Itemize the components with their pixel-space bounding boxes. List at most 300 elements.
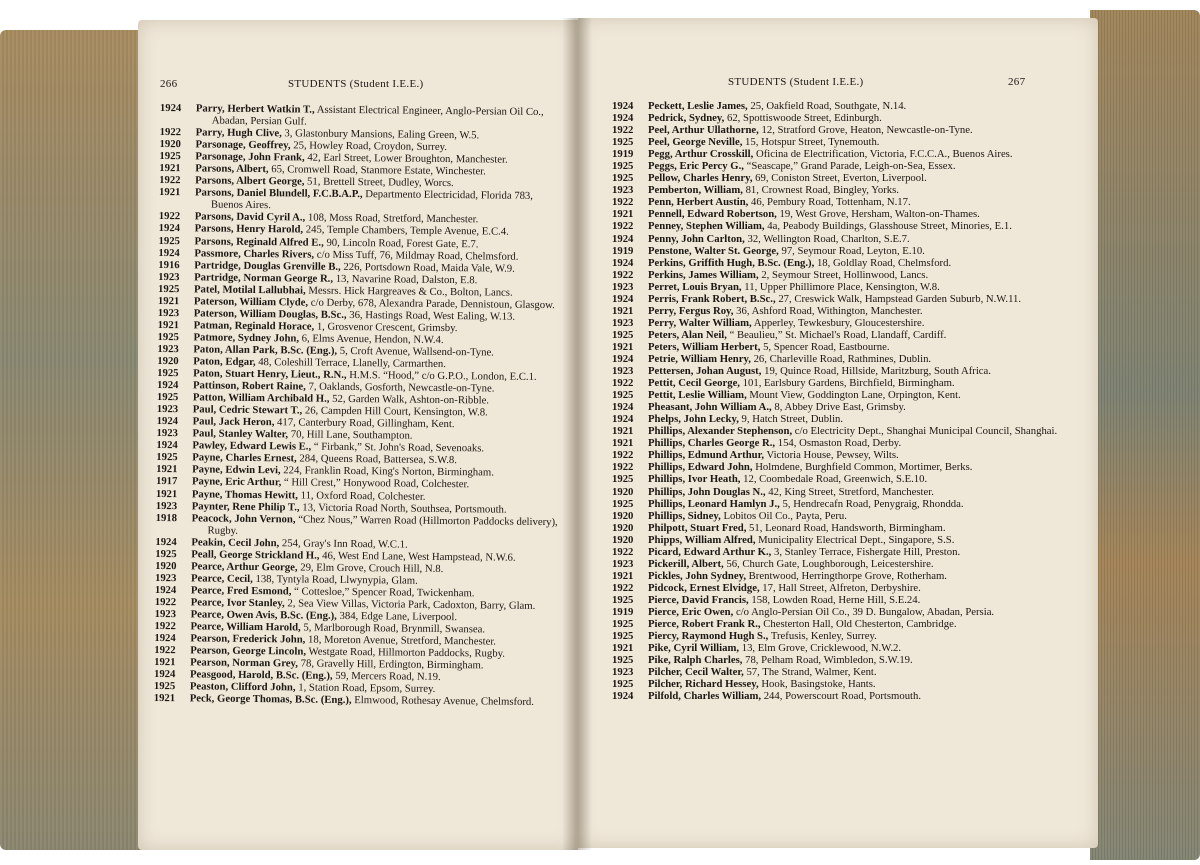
entry-address: 19, West Grove, Hersham, Walton-on-Thames. (776, 208, 980, 221)
entry-text (190, 693, 558, 709)
entry-year: 1918 (155, 511, 178, 524)
entry-address: “Chez Nous,” Warren Road (Hillmorton Paddocks delivery), Rugby. (207, 513, 558, 537)
entry-year: 1921 (612, 340, 634, 353)
entry-text (648, 100, 1064, 112)
entry-address: Westgate Road, Hillmorton Paddocks, Rugby. (305, 645, 506, 660)
entry-address: 48, Coleshill Terrace, Llanelly, Carmarthen. (255, 355, 446, 370)
directory-entry (612, 124, 1064, 136)
entry-name: Pearce, Cecil, (190, 572, 253, 585)
entry-text (648, 522, 1064, 534)
entry-address: 5, Marlborough Road, Brynmill, Swansea. (300, 621, 486, 636)
entry-address: Chesterton Hall, Old Chesterton, Cambridge. (760, 618, 957, 631)
directory-entry (612, 305, 1064, 317)
entry-name: Phillips, Edmund Arthur, (648, 449, 765, 462)
entry-name: Perris, Frank Robert, B.Sc., (648, 292, 776, 305)
entry-name: Perry, Walter William, (648, 316, 752, 329)
directory-entry (612, 437, 1064, 449)
entry-address: c/o Derby, 678, Alexandra Parade, Dennistoun, Glasgow. (308, 296, 555, 311)
entry-text (648, 233, 1064, 245)
entry-text (648, 257, 1064, 269)
entry-name: Pettit, Leslie William, (648, 389, 747, 402)
entry-name: Phelps, John Lecky, (648, 413, 739, 426)
entry-year: 1923 (612, 280, 634, 293)
directory-entry (612, 341, 1064, 353)
entry-text (648, 425, 1064, 437)
entry-name: Pattinson, Robert Raine, (192, 379, 306, 393)
entry-year: 1925 (156, 391, 179, 404)
entry-year: 1925 (158, 234, 180, 247)
directory-entry (612, 690, 1064, 702)
entry-name: Peaston, Clifford John, (189, 680, 296, 694)
entry-address: 51, Leonard Road, Handsworth, Birmingham. (746, 521, 946, 534)
entry-address: Elmwood, Rothesay Avenue, Chelmsford. (351, 694, 535, 709)
entry-name: Phillips, Alexander Stephenson, (648, 425, 793, 438)
entry-name: Phillips, Edward John, (648, 461, 753, 474)
entry-address: 29, Elm Grove, Crouch Hill, N.8. (297, 561, 444, 575)
entry-name: Patman, Reginald Horace, (193, 319, 315, 333)
directory-entry (612, 112, 1064, 124)
entry-year: 1920 (157, 354, 179, 368)
directory-entry (612, 413, 1064, 425)
entry-address: 384, Edge Lane, Liverpool. (336, 609, 458, 624)
entry-text (648, 486, 1064, 498)
entry-address: 224, Franklin Road, King's Norton, Birmingham. (280, 464, 494, 479)
entry-address: Messrs. Hick Hargreaves & Co., Bolton, Lancs. (305, 284, 513, 299)
entry-year: 1924 (612, 413, 634, 426)
entry-name: Peckett, Leslie James, (648, 100, 748, 112)
entry-name: Parsons, David Cyril A., (194, 210, 306, 224)
entry-text (648, 136, 1064, 148)
entry-address: 158, Lowden Road, Herne Hill, S.E.24. (748, 593, 921, 606)
entry-year: 1925 (612, 630, 634, 643)
entry-name: Phipps, William Alfred, (648, 533, 756, 546)
page-number: 267 (1008, 76, 1026, 88)
entry-year: 1925 (612, 618, 634, 631)
entry-year: 1924 (612, 232, 634, 245)
directory-entry (612, 148, 1064, 160)
entry-name: Pawley, Edward Lewis E., (192, 439, 312, 453)
entry-address: 7, Oaklands, Gosforth, Newcastle-on-Tyne. (305, 380, 495, 395)
entry-address: 18, Moreton Avenue, Stretford, Manchester. (305, 633, 497, 648)
entry-text (648, 461, 1064, 473)
directory-entry (612, 678, 1064, 690)
running-header: STUDENTS (Student I.E.E.) (728, 76, 864, 88)
entry-address: 59, Mercers Road, N.19. (332, 670, 441, 684)
entry-address: Departmento Electricidad, Florida 783, Buenos Aires. (210, 188, 534, 212)
entry-name: Parry, Herbert Watkin T., (195, 102, 315, 116)
entry-year: 1925 (157, 282, 180, 295)
entry-address: Oficina de Electrification, Victoria, F.C.C.A., Buenos Aires. (753, 148, 1013, 161)
directory-entry (612, 269, 1064, 281)
entry-address: “Seascape,” Grand Parade, Leigh-on-Sea, Essex. (743, 160, 956, 173)
directory-entry (612, 233, 1064, 245)
entry-text (648, 606, 1064, 618)
entry-address: Apperley, Tewkesbury, Gloucestershire. (751, 316, 925, 329)
entry-text (648, 534, 1064, 546)
entry-year: 1919 (612, 148, 634, 161)
entry-text (648, 473, 1064, 485)
directory-entry (612, 473, 1064, 485)
entry-name: Pearson, George Lincoln, (190, 644, 307, 658)
entry-year: 1923 (156, 403, 179, 416)
page-edges-left (0, 30, 150, 850)
directory-entry (612, 281, 1064, 293)
entry-text (648, 269, 1064, 281)
entry-name: Peters, Alan Neil, (648, 328, 727, 341)
entry-address: Municipality Electrical Dept., Singapore, S.S. (755, 533, 955, 546)
entry-text (648, 582, 1064, 594)
entry-address: 62, Spottiswoode Street, Edinburgh. (724, 112, 882, 125)
directory-entry (612, 245, 1064, 257)
entry-name: Picard, Edward Arthur K., (648, 545, 772, 558)
entry-address: 284, Queens Road, Battersea, S.W.8. (296, 452, 458, 467)
entry-name: Pemberton, William, (648, 184, 743, 197)
directory-entry (612, 510, 1064, 522)
entry-address: c/o Electricity Dept., Shanghai Municipal Council, Shanghai. (792, 425, 1058, 438)
entry-address: 138, Tyntyla Road, Llwynypia, Glam. (252, 572, 418, 587)
right-page (578, 18, 1098, 848)
entry-text (648, 329, 1064, 341)
entry-address: 25, Howley Road, Croydon, Surrey. (290, 139, 448, 154)
entry-year: 1921 (612, 437, 634, 450)
entry-address: 13, Navarine Road, Dalston, E.8. (333, 272, 478, 286)
entry-year: 1921 (612, 208, 634, 221)
entry-year: 1923 (612, 557, 634, 570)
entry-name: Pearce, William Harold, (190, 620, 301, 634)
entry-name: Payne, Thomas Hewitt, (191, 487, 299, 501)
entry-year: 1924 (612, 256, 634, 269)
entry-year: 1924 (153, 668, 176, 681)
entry-year: 1925 (612, 497, 634, 510)
directory-entry (612, 425, 1064, 437)
entry-name: Patmore, Sydney John, (193, 331, 300, 345)
entry-name: Paton, Edgar, (193, 355, 256, 368)
entry-name: Peters, William Herbert, (648, 340, 761, 353)
entry-name: Pilcher, Cecil Walter, (648, 666, 744, 679)
entry-year: 1924 (156, 439, 178, 452)
directory-entry (612, 594, 1064, 606)
entry-name: Pilfold, Charles William, (648, 690, 762, 703)
entry-year: 1921 (158, 186, 181, 199)
entry-name: Perkins, James William, (648, 268, 759, 281)
entry-text (648, 377, 1064, 389)
entry-name: Phillips, Charles George R., (648, 437, 776, 450)
entry-year: 1921 (612, 425, 634, 438)
entry-address: 46, Pembury Road, Tottenham, N.17. (748, 196, 911, 209)
entry-address: 56, Church Gate, Loughborough, Leicestershire. (723, 557, 934, 570)
entry-address: 26, Charleville Road, Rathmines, Dublin. (750, 352, 932, 365)
entry-name: Peacock, John Vernon, (191, 511, 296, 526)
directory-entry (612, 196, 1064, 208)
entry-year: 1925 (612, 678, 634, 691)
entry-name: Pearson, Frederick John, (190, 632, 306, 646)
entry-name: Parsons, Reginald Alfred E., (194, 234, 324, 249)
entry-text (648, 365, 1064, 377)
entry-year: 1923 (612, 316, 634, 329)
directory-entry (612, 172, 1064, 184)
directory-entry (612, 377, 1064, 389)
entry-name: Pearce, Ivor Stanley, (190, 596, 285, 610)
entry-address: 90, Lincoln Road, Forest Gate, E.7. (323, 236, 479, 250)
directory-entry (612, 534, 1064, 546)
entry-year: 1923 (156, 427, 178, 440)
entry-address: “ Firbank,” St. John's Road, Sevenoaks. (311, 440, 485, 455)
entry-year: 1921 (612, 569, 634, 582)
entry-name: Paton, Allan Park, B.Sc. (Eng.), (193, 343, 338, 357)
entry-name: Pettit, Cecil George, (648, 377, 740, 390)
entry-address: 12, Coombedale Road, Greenwich, S.E.10. (740, 473, 928, 486)
entry-address: 70, Hill Lane, Southampton. (288, 428, 413, 442)
entry-address: “ Hill Crest,” Honywood Road, Colchester. (281, 476, 470, 491)
entry-year: 1924 (155, 535, 177, 548)
entry-address: 9, Hatch Street, Dublin. (738, 413, 844, 426)
entry-year: 1917 (155, 475, 178, 488)
directory-entry (612, 546, 1064, 558)
entry-year: 1920 (159, 138, 181, 151)
entry-year: 1921 (156, 463, 178, 476)
entry-address: 4a, Peabody Buildings, Glasshouse Street, Minories, E.1. (764, 220, 1012, 233)
page-number: 266 (160, 78, 178, 90)
directory-entry (612, 365, 1064, 377)
entry-address: 254, Gray's Inn Road, W.C.1. (279, 536, 408, 551)
entry-name: Pearson, Norman Grey, (190, 656, 299, 670)
entry-name: Parsons, Albert George, (195, 174, 305, 188)
entry-name: Perret, Louis Bryan, (648, 280, 742, 293)
entry-text (648, 401, 1064, 413)
entry-year: 1924 (156, 415, 179, 428)
entry-name: Parsons, Daniel Blundell, F.C.B.A.P., (194, 186, 363, 201)
entry-address: 46, West End Lane, West Hampstead, N.W.6. (319, 549, 516, 564)
directory-entry (612, 642, 1064, 654)
entry-name: Parsonage, John Frank, (195, 150, 305, 164)
entry-name: Paynter, Rene Philip T., (191, 499, 300, 514)
entry-year: 1922 (612, 545, 634, 558)
entry-address: 1, Grosvenor Crescent, Grimsby. (314, 320, 458, 334)
entry-year: 1925 (612, 473, 634, 486)
entry-year: 1923 (154, 571, 177, 585)
entry-address: H.M.S. “Hood,” c/o G.P.O., London, E.C.1. (346, 369, 537, 383)
entry-address: 51, Brettell Street, Dudley, Worcs. (304, 175, 454, 190)
entry-name: Pearce, Owen Avis, B.Sc. (Eng.), (190, 608, 337, 622)
entry-text (648, 305, 1064, 317)
directory-entry (612, 208, 1064, 220)
entry-text (648, 389, 1064, 401)
entry-text (648, 220, 1064, 232)
entry-address: Brentwood, Herringthorpe Grove, Rotherham. (746, 569, 947, 582)
entry-year: 1922 (612, 377, 634, 390)
entry-text (648, 449, 1064, 461)
entry-name: Pegg, Arthur Crosskill, (648, 148, 754, 161)
entry-name: Payne, Eric Arthur, (191, 475, 282, 489)
entry-address: 32, Wellington Road, Charlton, S.E.7. (744, 232, 910, 245)
entry-address: 13, Elm Grove, Cricklewood, N.W.2. (739, 642, 902, 655)
entry-name: Parsons, Henry Harold, (194, 222, 304, 236)
entry-address: Assistant Electrical Engineer, Anglo-Persian Oil Co., Abadan, Persian Gulf. (211, 103, 544, 128)
entry-list (154, 102, 564, 709)
entry-name: Partridge, Norman George R., (194, 271, 334, 285)
entry-year: 1923 (612, 184, 634, 197)
entry-address: 5, Croft Avenue, Wallsend-on-Tyne. (337, 344, 494, 359)
entry-address: 154, Osmaston Road, Derby. (775, 437, 902, 450)
entry-name: Pidcock, Ernest Elvidge, (648, 581, 760, 594)
entry-list (612, 100, 1064, 702)
entry-address: 417, Canterbury Road, Gillingham, Kent. (274, 416, 455, 431)
entry-name: Penn, Herbert Austin, (648, 196, 749, 209)
entry-address: 3, Glastonbury Mansions, Ealing Green, W.5. (281, 127, 480, 142)
entry-text (648, 172, 1064, 184)
entry-year: 1922 (154, 619, 176, 633)
entry-year: 1920 (612, 533, 634, 546)
entry-address: 5, Spencer Road, Eastbourne. (760, 340, 890, 353)
entry-name: Payne, Charles Ernest, (192, 451, 297, 465)
entry-text (648, 437, 1064, 449)
entry-year: 1924 (158, 246, 180, 259)
entry-name: Phillips, John Douglas N., (648, 485, 766, 498)
entry-name: Parsons, Albert, (195, 162, 269, 176)
entry-name: Pearce, Arthur George, (191, 560, 298, 574)
entry-address: 25, Oakfield Road, Southgate, N.14. (747, 100, 907, 112)
entry-address: “ Beaulieu,” St. Michael's Road, Llandaff, Cardiff. (726, 328, 947, 341)
entry-year: 1922 (158, 210, 181, 223)
entry-address: 244, Powerscourt Road, Portsmouth. (761, 690, 922, 703)
entry-year: 1925 (612, 593, 634, 606)
entry-address: 57, The Strand, Walmer, Kent. (743, 666, 877, 679)
entry-name: Pedrick, Sydney, (648, 112, 725, 125)
entry-name: Piercy, Raymond Hugh S., (648, 630, 769, 643)
entry-address: 18, Goldlay Road, Chelmsford. (814, 256, 952, 269)
entry-text (648, 317, 1064, 329)
entry-year: 1922 (612, 220, 634, 233)
entry-name: Petrie, William Henry, (648, 352, 751, 365)
directory-entry (612, 257, 1064, 269)
entry-year: 1921 (155, 487, 178, 500)
directory-entry (612, 449, 1064, 461)
entry-address: 27, Creswick Walk, Hampstead Garden Suburb, N.W.11. (775, 292, 1022, 305)
entry-name: Parsonage, Geoffrey, (195, 138, 291, 152)
directory-entry (612, 558, 1064, 570)
entry-name: Peakin, Cecil John, (191, 536, 280, 549)
left-page (138, 20, 578, 850)
entry-name: Penny, John Carlton, (648, 232, 745, 245)
entry-year: 1925 (612, 172, 634, 185)
directory-entry (612, 329, 1064, 341)
entry-address: 65, Cromwell Road, Stanmore Estate, Winchester. (268, 163, 486, 178)
directory-entry (612, 498, 1064, 510)
directory-entry (612, 293, 1064, 305)
entry-text (648, 281, 1064, 293)
entry-address: 19, Quince Road, Hillside, Maritzburg, South Africa. (761, 365, 991, 378)
directory-entry (612, 618, 1064, 630)
directory-entry (612, 630, 1064, 642)
entry-year: 1924 (612, 401, 634, 414)
entry-year: 1923 (158, 270, 180, 283)
entry-name: Peasgood, Harold, B.Sc. (Eng.), (189, 668, 333, 683)
entry-year: 1923 (155, 499, 178, 512)
directory-entry (612, 570, 1064, 582)
entry-year: 1922 (612, 268, 634, 281)
entry-text (648, 546, 1064, 558)
entry-year: 1920 (612, 509, 634, 522)
entry-address: 36, Hastings Road, West Ealing, W.13. (346, 308, 516, 323)
entry-name: Paterson, William Clyde, (193, 295, 309, 309)
entry-name: Phillips, Ivor Heath, (648, 473, 741, 486)
entry-year: 1922 (612, 449, 634, 462)
book-gutter (562, 18, 592, 850)
entry-name: Paul, Cedric Stewart T., (192, 403, 303, 417)
entry-name: Phillips, Sidney, (648, 509, 721, 522)
entry-address: c/o Anglo-Persian Oil Co., 39 D. Bungalow, Abadan, Persia. (733, 605, 995, 618)
entry-address: Victoria House, Pewsey, Wilts. (764, 449, 899, 462)
entry-year: 1923 (154, 607, 177, 621)
entry-text (648, 558, 1064, 570)
entry-address: 226, Portsdown Road, Maida Vale, W.9. (340, 260, 515, 275)
directory-entry (612, 582, 1064, 594)
entry-name: Passmore, Charles Rivers, (194, 246, 315, 261)
entry-year: 1921 (159, 162, 181, 175)
entry-year: 1925 (612, 328, 634, 341)
entry-name: Penney, Stephen William, (648, 220, 765, 233)
entry-text (648, 353, 1064, 365)
directory-entry (612, 160, 1064, 172)
entry-address: “ Cottesloe,” Spencer Road, Twickenham. (291, 585, 475, 600)
entry-year: 1925 (155, 547, 177, 560)
entry-year: 1925 (612, 654, 634, 667)
entry-year: 1924 (156, 379, 179, 392)
entry-year: 1923 (157, 306, 180, 320)
entry-text (648, 498, 1064, 510)
entry-year: 1925 (612, 160, 634, 173)
entry-name: Partridge, Douglas Grenville B., (194, 258, 341, 273)
entry-name: Pellow, Charles Henry, (648, 172, 753, 185)
entry-address: 101, Earlsbury Gardens, Birchfield, Birmingham. (739, 377, 955, 390)
entry-year: 1920 (612, 521, 634, 534)
entry-text (648, 510, 1064, 522)
entry-address: 17, Hall Street, Alfreton, Derbyshire. (759, 581, 921, 594)
directory-entry (612, 461, 1064, 473)
entry-address: 52, Garden Walk, Ashton-on-Ribble. (329, 392, 490, 407)
entry-text (648, 124, 1064, 136)
entry-address: 42, Earl Street, Lower Broughton, Manchester. (304, 151, 508, 166)
directory-entry (612, 317, 1064, 329)
entry-year: 1921 (157, 318, 180, 332)
entry-address: 2, Sea View Villas, Victoria Park, Cadoxton, Barry, Glam. (284, 597, 536, 612)
running-header: STUDENTS (Student I.E.E.) (288, 78, 424, 90)
entry-year: 1924 (612, 352, 634, 365)
entry-name: Pierce, Eric Owen, (648, 605, 734, 618)
entry-text (648, 413, 1064, 425)
entry-name: Pike, Ralph Charles, (648, 654, 743, 667)
entry-address: c/o Miss Tuff, 76, Mildmay Road, Chelmsford. (314, 248, 519, 263)
directory-entry (612, 389, 1064, 401)
entry-text (648, 196, 1064, 208)
entry-address: 81, Crownest Road, Bingley, Yorks. (742, 184, 899, 197)
entry-year: 1922 (612, 581, 634, 594)
entry-year: 1922 (154, 644, 176, 657)
entry-text (648, 341, 1064, 353)
entry-name: Paul, Jack Heron, (192, 415, 275, 429)
entry-year: 1924 (612, 690, 634, 703)
entry-text (648, 618, 1064, 630)
entry-name: Penstone, Walter St. George, (648, 244, 779, 257)
directory-entry (612, 353, 1064, 365)
entry-text (648, 112, 1064, 124)
entry-year: 1925 (612, 389, 634, 402)
entry-address: 69, Coniston Street, Everton, Liverpool. (752, 172, 927, 185)
entry-text (648, 666, 1064, 678)
entry-address: Hook, Basingstoke, Hants. (758, 678, 876, 691)
entry-year: 1925 (153, 680, 176, 693)
entry-year: 1924 (612, 112, 634, 125)
